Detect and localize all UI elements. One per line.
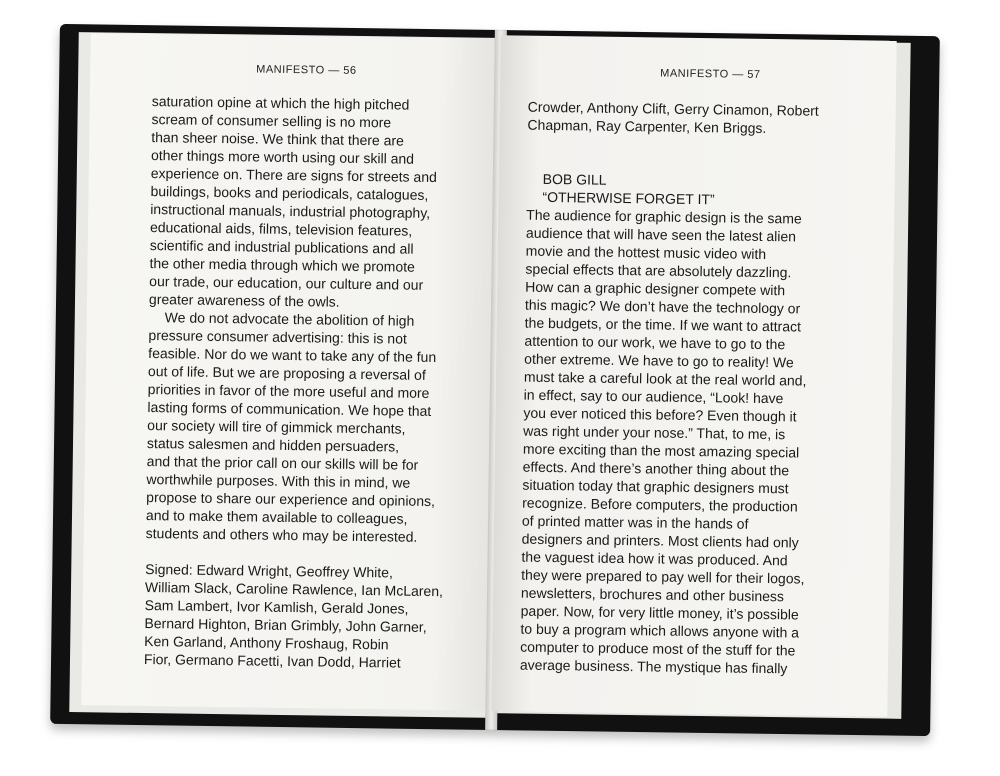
text-line: Signed: Edward Wright, Geoffrey White, [145,560,394,581]
text-line: status salesmen and hidden persuaders, [146,434,400,455]
text-line: students and others who may be interested. [145,524,418,545]
text-line: paper. Now, for very little money, it’s possible [520,602,799,623]
text-line: was right under your nose.” That, to me, is [523,422,786,443]
essay-author: BOB GILL [542,170,607,188]
left-paragraph-1 [149,92,472,312]
text-line: How can a graphic designer compete with [525,278,786,299]
text-line: this magic? We don’t have the technology or [524,296,801,317]
text-line: William Slack, Caroline Rawlence, Ian McLaren, [144,578,444,600]
text-line: our trade, our education, our culture and our [149,273,424,293]
text-line: they were prepared to pay well for their logos, [521,566,805,587]
text-line: instructional manuals, industrial photography, [150,201,431,221]
text-line: scientific and industrial publications and all [149,237,414,257]
text-line: average business. The mystique has finally [519,656,788,677]
text-line: Fior, Germano Facetti, Ivan Dodd, Harriet [143,650,401,671]
text-line: educational aids, films, television features, [149,219,413,239]
essay-body [520,206,867,679]
text-line: Bernard Highton, Brian Grimbly, John Garner, [144,614,427,635]
left-page-text [144,92,472,672]
signatories-list [144,560,465,672]
signatories-continuation [527,98,867,139]
text-line: greater awareness of the owls. [148,291,340,310]
text-line: We do not advocate the abolition of high [164,309,415,329]
text-line: The audience for graphic design is the same [526,206,802,227]
text-line: and to make them available to colleagues, [145,506,408,527]
text-line: scream of consumer selling is no more [151,111,392,131]
text-line: our society will tire of gimmick merchants, [147,416,406,437]
text-line: in effect, say to our audience, “Look! have [523,386,784,407]
text-line: other things more worth using our skill and [150,147,415,167]
text-line: Chapman, Ray Carpenter, Ken Briggs. [527,116,767,136]
text-line: you ever noticed this before? Even though it [523,404,797,425]
text-line: out of life. But we are proposing a reversal of [147,363,426,383]
text-line: effects. And there’s another thing about the [522,458,790,479]
right-page-header: MANIFESTO — 57 [660,67,761,81]
text-line: other extreme. We have to go to reality! We [524,350,794,371]
right-page-text [520,98,868,679]
text-line: must take a careful look at the real world and, [523,368,807,389]
text-line: special effects that are absolutely dazzling. [525,260,792,281]
text-line: feasible. Nor do we want to take any of the fun [148,345,437,366]
text-line: Ken Garland, Anthony Froshaug, Robin [144,632,389,653]
text-line: recognize. Before computers, the production [522,494,798,515]
text-line: priorities in favor of the more useful and more [147,381,430,401]
left-page [81,33,500,711]
text-line: computer to produce most of the stuff for the [520,638,796,659]
left-page-header: MANIFESTO — 56 [256,63,357,77]
text-line: saturation opine at which the high pitched [151,93,410,113]
text-line: experience on. There are signs for streets and [150,165,437,186]
text-line: Crowder, Anthony Clift, Gerry Cinamon, Robert [527,98,819,119]
text-line: and that the prior call on our skills will be for [146,452,419,473]
text-line: pressure consumer advertising: this is not [148,327,407,347]
text-line: the budgets, or the time. If we want to attract [524,314,802,335]
text-line: the other media through which we promote [149,255,415,275]
text-line: worthwhile purposes. With this in mind, we [146,470,411,491]
text-line: propose to share our experience and opinions, [146,488,436,510]
text-line: buildings, books and periodicals, catalogues, [150,183,429,203]
text-line: movie and the hottest music video with [525,242,767,262]
left-paragraph-2 [146,308,469,546]
text-line: Sam Lambert, Ivor Kamlish, Gerald Jones, [144,596,409,617]
text-line: audience that will have seen the latest alien [525,224,797,245]
text-line: lasting forms of communication. We hope that [147,399,432,419]
text-line: of printed matter was in the hands of [521,512,749,532]
text-line: more exciting than the most amazing special [522,440,800,461]
text-line: situation today that graphic designers must [522,476,789,497]
right-page [491,35,896,716]
essay-title: “OTHERWISE FORGET IT” [542,188,715,208]
text-line: designers and printers. Most clients had only [521,530,799,551]
text-line: to buy a program which allows anyone with a [520,620,800,641]
text-line: the vaguest idea how it was produced. And [521,548,788,569]
text-line: newsletters, brochures and other business [520,584,785,605]
text-line: attention to our work, we have to go to the [524,332,786,353]
text-line: than sheer noise. We think that there are [151,129,405,149]
